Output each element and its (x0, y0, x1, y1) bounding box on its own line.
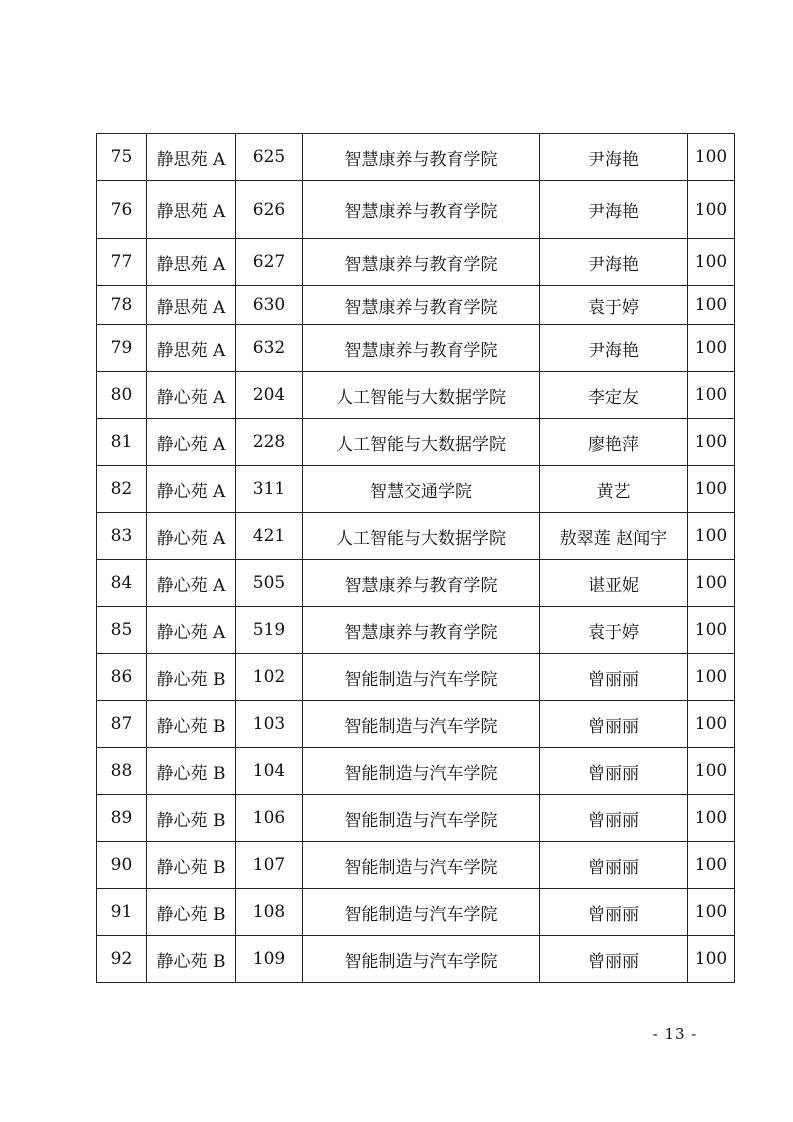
college-cell: 智慧康养与教育学院 (303, 239, 540, 286)
score-cell: 100 (688, 701, 735, 748)
teacher-cell: 曾丽丽 (540, 748, 688, 795)
row-number-cell: 92 (97, 936, 147, 983)
row-number-cell: 75 (97, 134, 147, 181)
room-cell: 228 (236, 419, 303, 466)
teacher-cell: 尹海艳 (540, 239, 688, 286)
building-cell: 静心苑 A (147, 372, 236, 419)
row-number-cell: 85 (97, 607, 147, 654)
building-cell: 静心苑 B (147, 889, 236, 936)
college-cell: 智慧康养与教育学院 (303, 560, 540, 607)
score-cell: 100 (688, 419, 735, 466)
table-row (97, 181, 735, 239)
college-cell: 智慧康养与教育学院 (303, 286, 540, 325)
table-row (97, 795, 735, 842)
score-cell: 100 (688, 513, 735, 560)
score-cell: 100 (688, 654, 735, 701)
table-row (97, 239, 735, 286)
dormitory-score-table (96, 133, 735, 983)
building-cell: 静思苑 A (147, 286, 236, 325)
teacher-cell: 袁于婷 (540, 607, 688, 654)
score-cell: 100 (688, 325, 735, 372)
college-cell: 人工智能与大数据学院 (303, 513, 540, 560)
score-cell: 100 (688, 889, 735, 936)
room-cell: 107 (236, 842, 303, 889)
teacher-cell: 谌亚妮 (540, 560, 688, 607)
room-cell: 104 (236, 748, 303, 795)
score-cell: 100 (688, 607, 735, 654)
building-cell: 静心苑 B (147, 936, 236, 983)
room-cell: 109 (236, 936, 303, 983)
row-number-cell: 80 (97, 372, 147, 419)
building-cell: 静心苑 A (147, 607, 236, 654)
room-cell: 311 (236, 466, 303, 513)
row-number-cell: 90 (97, 842, 147, 889)
score-cell: 100 (688, 842, 735, 889)
table-row (97, 701, 735, 748)
building-cell: 静心苑 B (147, 654, 236, 701)
table-row (97, 607, 735, 654)
building-cell: 静心苑 A (147, 466, 236, 513)
table-row (97, 560, 735, 607)
table-row (97, 372, 735, 419)
college-cell: 智慧康养与教育学院 (303, 181, 540, 239)
table-row (97, 466, 735, 513)
teacher-cell: 曾丽丽 (540, 889, 688, 936)
college-cell: 人工智能与大数据学院 (303, 419, 540, 466)
row-number-cell: 82 (97, 466, 147, 513)
teacher-cell: 曾丽丽 (540, 654, 688, 701)
building-cell: 静心苑 B (147, 842, 236, 889)
score-cell: 100 (688, 134, 735, 181)
row-number-cell: 81 (97, 419, 147, 466)
college-cell: 智能制造与汽车学院 (303, 842, 540, 889)
table-row (97, 889, 735, 936)
room-cell: 106 (236, 795, 303, 842)
building-cell: 静心苑 A (147, 419, 236, 466)
score-cell: 100 (688, 372, 735, 419)
room-cell: 625 (236, 134, 303, 181)
teacher-cell: 廖艳萍 (540, 419, 688, 466)
teacher-cell: 敖翠莲 赵闻宇 (540, 513, 688, 560)
room-cell: 626 (236, 181, 303, 239)
teacher-cell: 袁于婷 (540, 286, 688, 325)
table-row (97, 513, 735, 560)
table-row (97, 286, 735, 325)
row-number-cell: 84 (97, 560, 147, 607)
building-cell: 静心苑 B (147, 701, 236, 748)
teacher-cell: 曾丽丽 (540, 842, 688, 889)
page-number: - 13 - (652, 1025, 698, 1043)
row-number-cell: 91 (97, 889, 147, 936)
room-cell: 630 (236, 286, 303, 325)
college-cell: 智能制造与汽车学院 (303, 889, 540, 936)
building-cell: 静心苑 B (147, 748, 236, 795)
college-cell: 智能制造与汽车学院 (303, 748, 540, 795)
teacher-cell: 李定友 (540, 372, 688, 419)
teacher-cell: 尹海艳 (540, 181, 688, 239)
score-cell: 100 (688, 286, 735, 325)
row-number-cell: 83 (97, 513, 147, 560)
teacher-cell: 曾丽丽 (540, 701, 688, 748)
college-cell: 人工智能与大数据学院 (303, 372, 540, 419)
row-number-cell: 79 (97, 325, 147, 372)
table-row (97, 654, 735, 701)
table-row (97, 419, 735, 466)
building-cell: 静思苑 A (147, 239, 236, 286)
row-number-cell: 88 (97, 748, 147, 795)
room-cell: 519 (236, 607, 303, 654)
college-cell: 智慧康养与教育学院 (303, 607, 540, 654)
score-cell: 100 (688, 239, 735, 286)
college-cell: 智能制造与汽车学院 (303, 701, 540, 748)
row-number-cell: 86 (97, 654, 147, 701)
row-number-cell: 87 (97, 701, 147, 748)
score-cell: 100 (688, 466, 735, 513)
teacher-cell: 尹海艳 (540, 325, 688, 372)
table-row (97, 936, 735, 983)
college-cell: 智能制造与汽车学院 (303, 936, 540, 983)
table-row (97, 842, 735, 889)
college-cell: 智慧康养与教育学院 (303, 325, 540, 372)
building-cell: 静思苑 A (147, 181, 236, 239)
teacher-cell: 曾丽丽 (540, 936, 688, 983)
table-row (97, 325, 735, 372)
room-cell: 103 (236, 701, 303, 748)
college-cell: 智能制造与汽车学院 (303, 654, 540, 701)
table-row (97, 134, 735, 181)
teacher-cell: 曾丽丽 (540, 795, 688, 842)
score-cell: 100 (688, 795, 735, 842)
room-cell: 421 (236, 513, 303, 560)
table-row (97, 748, 735, 795)
row-number-cell: 78 (97, 286, 147, 325)
building-cell: 静心苑 B (147, 795, 236, 842)
row-number-cell: 89 (97, 795, 147, 842)
score-cell: 100 (688, 560, 735, 607)
score-cell: 100 (688, 748, 735, 795)
college-cell: 智慧康养与教育学院 (303, 134, 540, 181)
building-cell: 静思苑 A (147, 134, 236, 181)
room-cell: 204 (236, 372, 303, 419)
score-cell: 100 (688, 181, 735, 239)
room-cell: 627 (236, 239, 303, 286)
building-cell: 静心苑 A (147, 560, 236, 607)
row-number-cell: 77 (97, 239, 147, 286)
teacher-cell: 黄艺 (540, 466, 688, 513)
room-cell: 632 (236, 325, 303, 372)
teacher-cell: 尹海艳 (540, 134, 688, 181)
college-cell: 智能制造与汽车学院 (303, 795, 540, 842)
room-cell: 505 (236, 560, 303, 607)
score-cell: 100 (688, 936, 735, 983)
room-cell: 108 (236, 889, 303, 936)
row-number-cell: 76 (97, 181, 147, 239)
college-cell: 智慧交通学院 (303, 466, 540, 513)
room-cell: 102 (236, 654, 303, 701)
building-cell: 静思苑 A (147, 325, 236, 372)
building-cell: 静心苑 A (147, 513, 236, 560)
